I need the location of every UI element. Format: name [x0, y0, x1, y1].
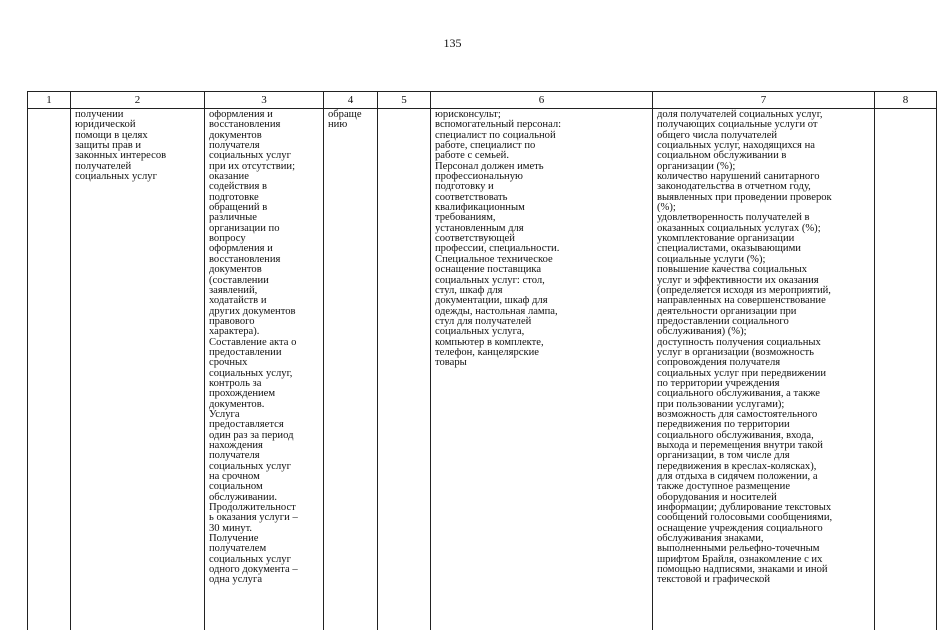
- cell-provision-terms: обраще нию: [324, 109, 378, 631]
- column-header-6: 6: [431, 92, 653, 109]
- cell-column-8: [875, 109, 937, 631]
- cell-service-description: оформления и восстановления документов получателя социальных услуг при их отсутствии; оказание содействия в подготовке обращений в различные организации по вопросу оформления и восстановления документов (составлении заявлений, ходатайств и других документов правового характера). Составление акта о предоставлении срочных социальных услуг, контроль за прохождением документов. Услуга предоставляется один раз за период нахождения получателя социальных услуг на срочном социальном обслуживании. Продолжительност ь оказания услуги – 30 минут. Получение получателем социальных услуг одного документа – одна услуга: [205, 109, 324, 631]
- column-header-3: 3: [205, 92, 324, 109]
- column-header-8: 8: [875, 92, 937, 109]
- column-header-5: 5: [378, 92, 431, 109]
- table-row: [28, 109, 937, 631]
- page-number: 135: [443, 36, 462, 50]
- cell-column-5: [378, 109, 431, 631]
- cell-quality-indicators: доля получателей социальных услуг, получающих социальные услуги от общего числа получателей социальных услуг, находящихся на социальном обслуживании в организации (%); количество нарушений санитарного законодательства в отчетном году, выявленных при проведении проверок (%); удовлетворенность получателей в оказанных социальных услугах (%); укомплектование организации специалистами, оказывающими социальные услуги (%); повышение качества социальных услуг и эффективности их оказания (определяется исходя из мероприятий, направленных на совершенствование деятельности организации при предоставлении социального обслуживания) (%); доступность получения социальных услуг в организации (возможность сопровождения получателя социальных услуг при передвижении по территории учреждения социального обслуживания, а также при пользовании услугами); возможность для самостоятельного передвижения по территории социального обслуживания, входа, выхода и перемещения внутри такой организации, в том числе для передвижения в креслах-колясках), для отдыха в сидячем положении, а также доступное размещение оборудования и носителей информации; дублирование текстовых сообщений голосовыми сообщениями, оснащение учреждения социального обслуживания знаками, выполненными рельефно-точечным шрифтом Брайля, ознакомление с их помощью надписями, знаками и иной текстовой и графической: [653, 109, 875, 631]
- header-row: [28, 92, 937, 109]
- cell-service-name: получении юридической помощи в целях защиты прав и законных интересов получателей социальных услуг: [71, 109, 205, 631]
- column-header-2: 2: [71, 92, 205, 109]
- services-table: [27, 91, 937, 630]
- column-header-1: 1: [28, 92, 71, 109]
- cell-staff-and-equipment: юрисконсульт; вспомогательный персонал: специалист по социальной работе, специалист по работе с семьей. Персонал должен иметь профессиональную подготовку и соответствовать квалификационным требованиям, установленным для соответствующей профессии, специальности. Специальное техническое оснащение поставщика социальных услуг: стол, стул, шкаф для документации, шкаф для одежды, настольная лампа, стул для получателей социальных услуга, компьютер в комплекте, телефон, канцелярские товары: [431, 109, 653, 631]
- column-header-4: 4: [324, 92, 378, 109]
- cell-number: [28, 109, 71, 631]
- column-header-7: 7: [653, 92, 875, 109]
